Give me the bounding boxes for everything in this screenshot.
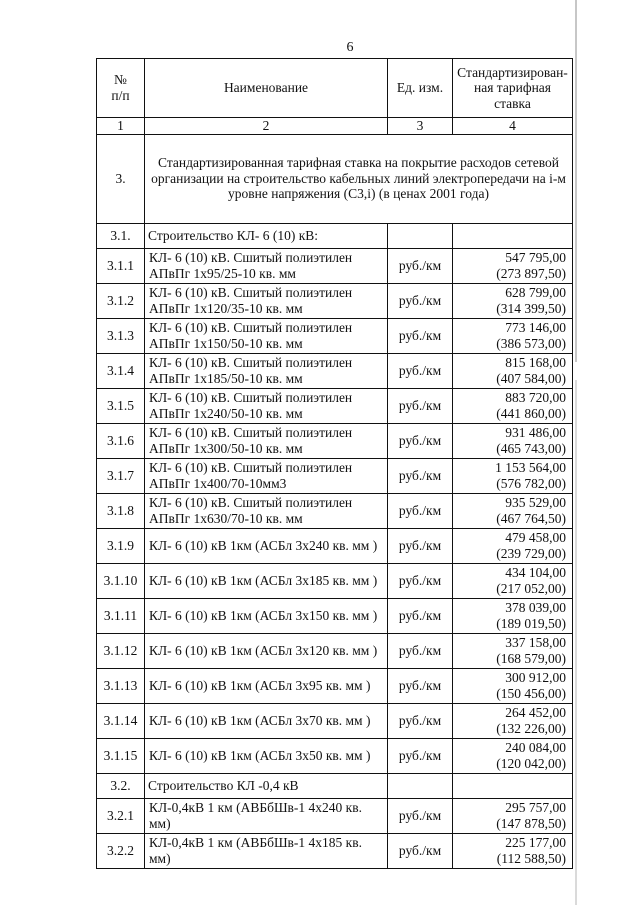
row-value [453,318,573,353]
row-unit: руб./км [388,423,453,458]
row-value [453,633,573,668]
rate-value-half: (112 588,50) [496,850,566,866]
group-num: 3.1. [97,223,145,248]
row-num: 3.1.11 [97,598,145,633]
row-num: 3.1.14 [97,703,145,738]
column-number: 4 [453,118,573,135]
rate-value: 300 912,00 [505,670,566,685]
row-value [453,598,573,633]
row-name: КЛ- 6 (10) кВ 1км (АСБл 3х70 кв. мм ) [145,703,388,738]
row-num: 3.1.9 [97,528,145,563]
rate-value-half: (120 042,00) [496,755,566,771]
row-value [453,563,573,598]
column-number-row [97,118,573,135]
row-name: КЛ- 6 (10) кВ. Сшитый полиэтилен АПвПг 1х150/50-10 кв. мм [145,318,388,353]
row-value [453,283,573,318]
row-value [453,738,573,773]
rate-value: 434 104,00 [505,565,566,580]
table-row [97,563,573,598]
row-unit: руб./км [388,493,453,528]
row-unit: руб./км [388,283,453,318]
row-name: КЛ- 6 (10) кВ. Сшитый полиэтилен АПвПг 1х185/50-10 кв. мм [145,353,388,388]
rate-value: 935 529,00 [505,495,566,510]
row-unit: руб./км [388,633,453,668]
rate-value: 773 146,00 [505,320,566,335]
row-name: КЛ- 6 (10) кВ. Сшитый полиэтилен АПвПг 1х630/70-10 кв. мм [145,493,388,528]
table-row [97,598,573,633]
row-unit: руб./км [388,353,453,388]
row-name: КЛ- 6 (10) кВ. Сшитый полиэтилен АПвПг 1х95/25-10 кв. мм [145,248,388,283]
section-num: 3. [97,134,145,223]
row-num: 3.1.4 [97,353,145,388]
rate-value-half: (465 743,00) [496,440,566,456]
group-row [97,773,573,798]
rate-value-half: (189 019,50) [496,615,566,631]
group-row [97,223,573,248]
rate-value: 225 177,00 [505,835,566,850]
row-unit: руб./км [388,458,453,493]
row-name: КЛ- 6 (10) кВ. Сшитый полиэтилен АПвПг 1х120/35-10 кв. мм [145,283,388,318]
row-value [453,353,573,388]
header-rate: Стандартизирован-ная тарифная ставка [453,59,573,118]
row-name: КЛ-0,4кВ 1 км (АВБбШв-1 4х185 кв. мм) [145,833,388,868]
rate-value-half: (217 052,00) [496,580,566,596]
row-name: КЛ- 6 (10) кВ 1км (АСБл 3х240 кв. мм ) [145,528,388,563]
rate-value: 931 486,00 [505,425,566,440]
scan-margin-line [575,0,577,905]
row-name: КЛ- 6 (10) кВ. Сшитый полиэтилен АПвПг 1х300/50-10 кв. мм [145,423,388,458]
rate-value-half: (576 782,00) [496,475,566,491]
row-num: 3.2.1 [97,798,145,833]
row-name: КЛ- 6 (10) кВ. Сшитый полиэтилен АПвПг 1х240/50-10 кв. мм [145,388,388,423]
row-num: 3.1.6 [97,423,145,458]
table-row [97,353,573,388]
rate-value-half: (467 764,50) [496,510,566,526]
rate-value-half: (168 579,00) [496,650,566,666]
row-num: 3.1.7 [97,458,145,493]
row-value [453,668,573,703]
rate-value: 1 153 564,00 [495,460,566,475]
group-unit-empty [388,773,453,798]
row-num: 3.1.10 [97,563,145,598]
rate-value-half: (407 584,00) [496,370,566,386]
group-title: Строительство КЛ -0,4 кВ [145,773,388,798]
page-number: 6 [346,40,354,55]
rate-value: 628 799,00 [505,285,566,300]
table-header-row [97,59,573,118]
table-row [97,703,573,738]
table-row [97,738,573,773]
table-row [97,423,573,458]
column-number: 3 [388,118,453,135]
header-unit: Ед. изм. [388,59,453,118]
tariff-table [96,58,573,869]
rate-value-half: (150 456,00) [496,685,566,701]
row-unit: руб./км [388,388,453,423]
group-num: 3.2. [97,773,145,798]
table-row [97,388,573,423]
rate-value: 378 039,00 [505,600,566,615]
rate-value-half: (441 860,00) [496,405,566,421]
group-value-empty [453,223,573,248]
row-unit: руб./км [388,563,453,598]
group-title: Строительство КЛ- 6 (10) кВ: [145,223,388,248]
row-unit: руб./км [388,668,453,703]
row-name: КЛ-0,4кВ 1 км (АВБбШв-1 4х240 кв. мм) [145,798,388,833]
row-num: 3.1.8 [97,493,145,528]
rate-value: 264 452,00 [505,705,566,720]
table-row [97,283,573,318]
row-value [453,388,573,423]
row-unit: руб./км [388,738,453,773]
row-num: 3.1.1 [97,248,145,283]
row-value [453,493,573,528]
row-name: КЛ- 6 (10) кВ 1км (АСБл 3х50 кв. мм ) [145,738,388,773]
column-number: 2 [145,118,388,135]
row-value [453,528,573,563]
row-value [453,458,573,493]
row-value [453,423,573,458]
header-num: № п/п [97,59,145,118]
row-unit: руб./км [388,703,453,738]
section-row [97,134,573,223]
rate-value-half: (132 226,00) [496,720,566,736]
table-row [97,493,573,528]
table-row [97,528,573,563]
table-row [97,248,573,283]
rate-value: 479 458,00 [505,530,566,545]
table-row [97,458,573,493]
rate-value: 295 757,00 [505,800,566,815]
table-row [97,668,573,703]
row-num: 3.1.3 [97,318,145,353]
row-unit: руб./км [388,528,453,563]
row-num: 3.1.12 [97,633,145,668]
row-num: 3.1.13 [97,668,145,703]
rate-value: 883 720,00 [505,390,566,405]
rate-value-half: (147 878,50) [496,815,566,831]
row-value [453,798,573,833]
table-row [97,833,573,868]
row-value [453,833,573,868]
rate-value-half: (314 399,50) [496,300,566,316]
row-num: 3.1.5 [97,388,145,423]
rate-value: 547 795,00 [505,250,566,265]
row-name: КЛ- 6 (10) кВ 1км (АСБл 3х185 кв. мм ) [145,563,388,598]
row-unit: руб./км [388,248,453,283]
rate-value-half: (239 729,00) [496,545,566,561]
section-title: Стандартизированная тарифная ставка на покрытие расходов сетевой организации на строительство кабельных линий электропередачи на i-м уровне напряжения (С3,i) (в ценах 2001 года) [145,134,573,223]
rate-value-half: (273 897,50) [496,265,566,281]
row-name: КЛ- 6 (10) кВ 1км (АСБл 3х120 кв. мм ) [145,633,388,668]
group-unit-empty [388,223,453,248]
row-value [453,248,573,283]
rate-value: 240 084,00 [505,740,566,755]
row-unit: руб./км [388,833,453,868]
header-name: Наименование [145,59,388,118]
row-num: 3.2.2 [97,833,145,868]
table-row [97,798,573,833]
table-row [97,318,573,353]
row-name: КЛ- 6 (10) кВ 1км (АСБл 3х95 кв. мм ) [145,668,388,703]
row-unit: руб./км [388,798,453,833]
rate-value: 815 168,00 [505,355,566,370]
row-num: 3.1.15 [97,738,145,773]
row-num: 3.1.2 [97,283,145,318]
row-value [453,703,573,738]
row-name: КЛ- 6 (10) кВ 1км (АСБл 3х150 кв. мм ) [145,598,388,633]
group-value-empty [453,773,573,798]
table-row [97,633,573,668]
column-number: 1 [97,118,145,135]
row-unit: руб./км [388,318,453,353]
row-name: КЛ- 6 (10) кВ. Сшитый полиэтилен АПвПг 1х400/70-10мм3 [145,458,388,493]
rate-value: 337 158,00 [505,635,566,650]
rate-value-half: (386 573,00) [496,335,566,351]
row-unit: руб./км [388,598,453,633]
